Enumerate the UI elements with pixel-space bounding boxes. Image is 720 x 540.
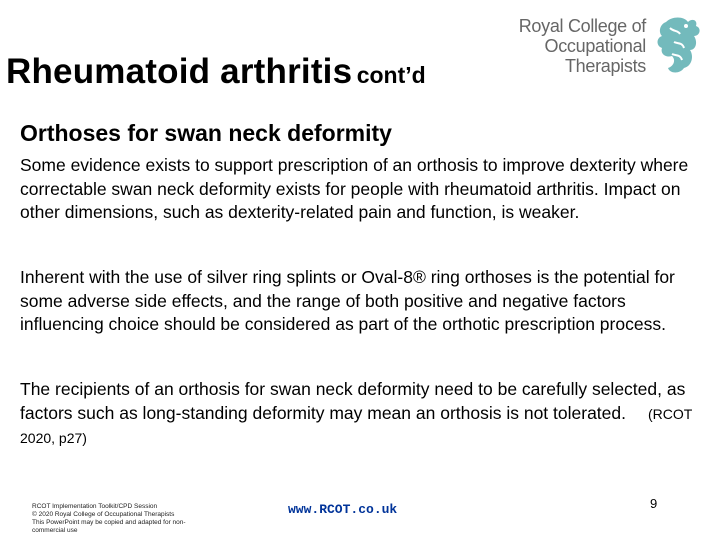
footer-note-line: RCOT Implementation Toolkit/CPD Session — [32, 503, 158, 510]
logo-line-1: Royal College of — [518, 16, 646, 36]
paragraph-side-effects: Inherent with the use of silver ring splints or Oval-8® ring orthoses is the potential for some adverse side effects, and the range of both positive and negative factors influencing choice should be considered as part of the orthotic prescription process. — [20, 267, 675, 334]
footer-note-line: commercial use — [32, 527, 78, 534]
footer-note-line: © 2020 Royal College of Occupational Therapists — [32, 511, 175, 518]
seahorse-crest-icon — [652, 14, 708, 76]
slide-title — [6, 52, 426, 92]
page-number: 9 — [650, 496, 658, 511]
footer-website-link[interactable]: www.RCOT.co.uk — [288, 502, 398, 517]
paragraph-evidence: Some evidence exists to support prescription of an orthosis to improve dexterity where correctable swan neck deformity exists for people with rheumatoid arthritis. Impact on other dimensions, such as dexterity-related pain and function, is weaker. — [20, 155, 689, 222]
citation: (RCOT 2020, p27) — [20, 405, 693, 446]
paragraph-recipients — [20, 378, 710, 451]
paragraph-recipients-text: The recipients of an orthosis for swan neck deformity need to be carefully selected, as factors such as long-standing deformity may mean an orthosis is not tolerated. — [20, 379, 686, 423]
logo-text — [519, 16, 646, 76]
logo-line-2: Occupational — [544, 36, 646, 56]
footer-copyright-note — [32, 503, 222, 535]
rcot-logo — [518, 14, 714, 76]
slide-title-main: Rheumatoid arthritis — [6, 52, 353, 91]
section-heading: Orthoses for swan neck deformity — [20, 120, 392, 146]
footer-note-line: This PowerPoint may be copied and adapted for non- — [32, 519, 186, 526]
logo-line-3: Therapists — [564, 56, 646, 76]
slide-title-suffix: cont’d — [356, 62, 426, 88]
